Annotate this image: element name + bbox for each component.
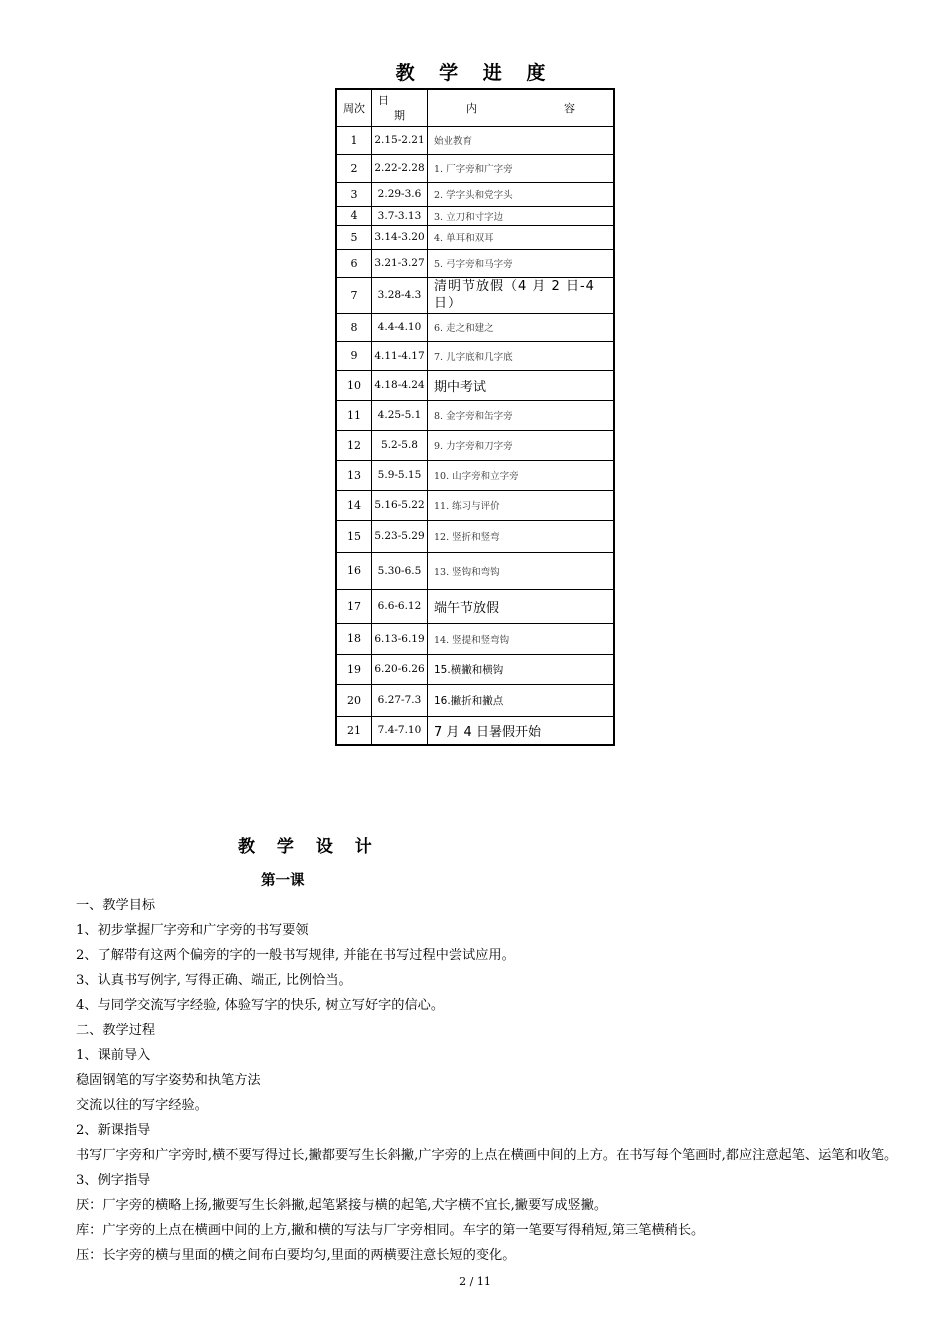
table-row (336, 654, 614, 684)
table-row (336, 623, 614, 654)
body-line: 压：长字旁的横与里面的横之间布白要均匀,里面的两横要注意长短的变化。 (76, 1248, 516, 1263)
header-content (428, 89, 615, 126)
date-cell: 2.22-2.28 (372, 154, 428, 182)
week-cell: 19 (336, 654, 372, 684)
content-cell: 4. 单耳和双耳 (428, 225, 615, 249)
date-cell: 5.2-5.8 (372, 430, 428, 460)
table-row (336, 225, 614, 249)
date-cell: 4.18-4.24 (372, 370, 428, 400)
table-row (336, 277, 614, 313)
week-cell: 5 (336, 225, 372, 249)
header-date-line1: 日 (378, 93, 389, 107)
content-cell: 6. 走之和建之 (428, 313, 615, 341)
week-cell: 15 (336, 520, 372, 552)
table-row (336, 552, 614, 589)
page-number: 2 / 11 (459, 1275, 491, 1288)
week-cell: 6 (336, 249, 372, 277)
table-row (336, 370, 614, 400)
week-cell: 20 (336, 684, 372, 716)
date-cell: 4.25-5.1 (372, 400, 428, 430)
content-cell: 7 月 4 日暑假开始 (428, 716, 615, 745)
date-cell: 3.28-4.3 (372, 277, 428, 313)
content-cell: 10. 山字旁和立字旁 (428, 460, 615, 490)
week-cell: 21 (336, 716, 372, 745)
date-cell: 3.7-3.13 (372, 206, 428, 225)
week-cell: 2 (336, 154, 372, 182)
content-cell: 1. 厂字旁和广字旁 (428, 154, 615, 182)
lesson-body (76, 893, 936, 1268)
content-cell: 9. 力字旁和刀字旁 (428, 430, 615, 460)
table-row (336, 341, 614, 370)
body-line: 厌：厂字旁的横略上扬,撇要写生长斜撇,起笔紧接与横的起笔,犬字横不宜长,撇要写成竖撇。 (76, 1198, 608, 1213)
header-content-right: 容 (564, 101, 575, 115)
table-row (336, 182, 614, 206)
week-cell: 18 (336, 623, 372, 654)
content-cell: 端午节放假 (428, 589, 615, 623)
body-line: 书写厂字旁和广字旁时,横不要写得过长,撇都要写生长斜撇,广字旁的上点在横画中间的上方。在书写每个笔画时,都应注意起笔、运笔和收笔。 (76, 1148, 898, 1163)
date-cell: 5.16-5.22 (372, 490, 428, 520)
content-cell: 12. 竖折和竖弯 (428, 520, 615, 552)
week-cell: 7 (336, 277, 372, 313)
date-cell: 7.4-7.10 (372, 716, 428, 745)
table-row (336, 126, 614, 154)
header-date (372, 89, 428, 126)
body-line: 交流以往的写字经验。 (76, 1098, 208, 1113)
content-cell: 7. 儿字底和几字底 (428, 341, 615, 370)
date-cell: 4.11-4.17 (372, 341, 428, 370)
body-line: 一、教学目标 (76, 898, 156, 913)
table-row (336, 313, 614, 341)
body-line: 库：广字旁的上点在横画中间的上方,撇和横的写法与厂字旁相同。车字的第一笔要写得稍短,第三笔横稍长。 (76, 1223, 705, 1238)
week-cell: 8 (336, 313, 372, 341)
body-line: 2、新课指导 (76, 1123, 151, 1138)
design-title: 教 学 设 计 (238, 837, 380, 857)
week-cell: 10 (336, 370, 372, 400)
date-cell: 6.6-6.12 (372, 589, 428, 623)
content-cell: 8. 金字旁和缶字旁 (428, 400, 615, 430)
body-line: 稳固钢笔的写字姿势和执笔方法 (76, 1073, 261, 1088)
header-content-left: 内 (466, 101, 477, 115)
table-row (336, 589, 614, 623)
content-cell: 清明节放假（4 月 2 日-4 日） (428, 277, 615, 313)
table-row (336, 490, 614, 520)
content-cell: 14. 竖提和竖弯钩 (428, 623, 615, 654)
header-week: 周次 (336, 89, 372, 126)
body-line: 1、初步掌握厂字旁和广字旁的书写要领 (76, 923, 309, 938)
week-cell: 16 (336, 552, 372, 589)
content-cell: 期中考试 (428, 370, 615, 400)
table-row (336, 716, 614, 745)
body-line: 4、与同学交流写字经验, 体验写字的快乐, 树立写好字的信心。 (76, 998, 445, 1013)
body-line: 二、教学过程 (76, 1023, 156, 1038)
week-cell: 9 (336, 341, 372, 370)
week-cell: 12 (336, 430, 372, 460)
schedule-title: 教 学 进 度 (395, 62, 555, 84)
table-row (336, 206, 614, 225)
content-cell: 15.横撇和横钩 (428, 654, 615, 684)
content-cell: 16.撇折和撇点 (428, 684, 615, 716)
table-row (336, 400, 614, 430)
content-cell: 11. 练习与评价 (428, 490, 615, 520)
content-cell: 2. 学字头和党字头 (428, 182, 615, 206)
table-header-row (336, 89, 614, 126)
schedule-table (335, 88, 615, 746)
week-cell: 17 (336, 589, 372, 623)
week-cell: 4 (336, 206, 372, 225)
week-cell: 3 (336, 182, 372, 206)
content-cell: 13. 竖钩和弯钩 (428, 552, 615, 589)
table-row (336, 249, 614, 277)
date-cell: 5.30-6.5 (372, 552, 428, 589)
body-line: 3、例字指导 (76, 1173, 151, 1188)
body-line: 3、认真书写例字, 写得正确、端正, 比例恰当。 (76, 973, 352, 988)
lesson-title: 第一课 (261, 873, 305, 889)
date-cell: 4.4-4.10 (372, 313, 428, 341)
date-cell: 2.29-3.6 (372, 182, 428, 206)
header-date-line2: 期 (394, 108, 405, 122)
date-cell: 2.15-2.21 (372, 126, 428, 154)
date-cell: 3.14-3.20 (372, 225, 428, 249)
table-row (336, 154, 614, 182)
date-cell: 3.21-3.27 (372, 249, 428, 277)
table-row (336, 430, 614, 460)
content-cell: 5. 弓字旁和马字旁 (428, 249, 615, 277)
week-cell: 11 (336, 400, 372, 430)
table-row (336, 520, 614, 552)
week-cell: 13 (336, 460, 372, 490)
date-cell: 6.13-6.19 (372, 623, 428, 654)
body-line: 2、了解带有这两个偏旁的字的一般书写规律, 并能在书写过程中尝试应用。 (76, 948, 515, 963)
table-row (336, 460, 614, 490)
week-cell: 1 (336, 126, 372, 154)
date-cell: 5.23-5.29 (372, 520, 428, 552)
date-cell: 6.20-6.26 (372, 654, 428, 684)
content-cell: 始业教育 (428, 126, 615, 154)
week-cell: 14 (336, 490, 372, 520)
table-row (336, 684, 614, 716)
body-line: 1、课前导入 (76, 1048, 151, 1063)
date-cell: 5.9-5.15 (372, 460, 428, 490)
content-cell: 3. 立刀和寸字边 (428, 206, 615, 225)
date-cell: 6.27-7.3 (372, 684, 428, 716)
